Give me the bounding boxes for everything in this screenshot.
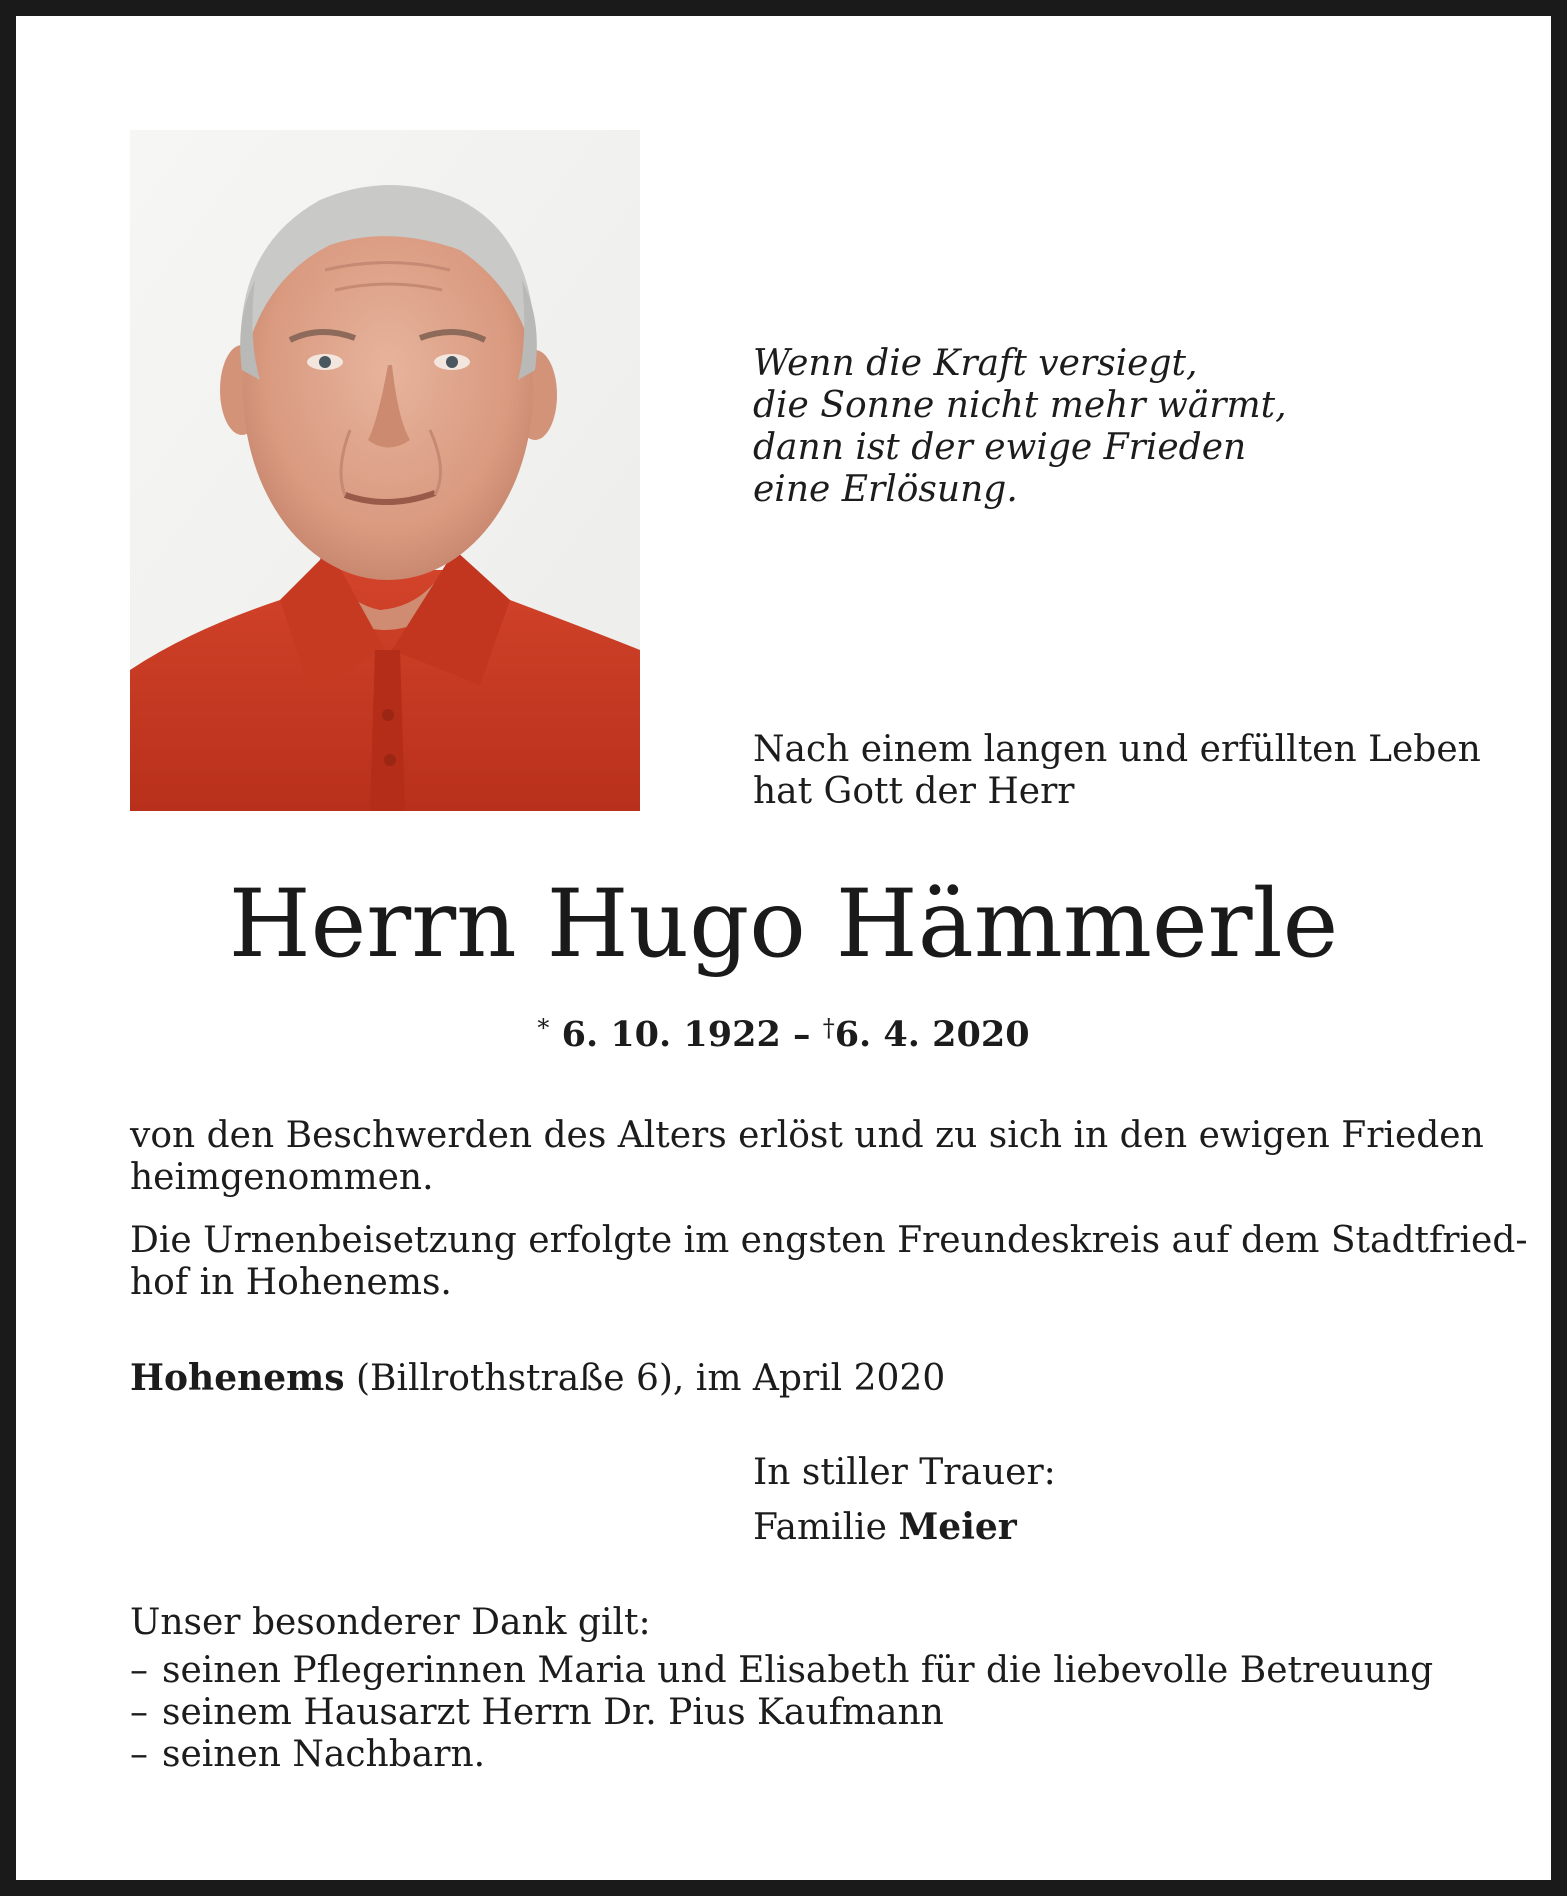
birth-symbol: * <box>537 1014 550 1042</box>
thanks-block <box>130 1602 1433 1776</box>
family-line <box>753 1506 1056 1549</box>
body-paragraph-2 <box>130 1220 1528 1304</box>
list-dash: – <box>130 1692 148 1733</box>
thanks-item <box>130 1692 1433 1734</box>
body-line: Die Urnenbeisetzung erfolgte im engsten Freundeskreis auf dem Stadtfried- <box>130 1220 1528 1261</box>
list-dash: – <box>130 1650 148 1691</box>
thanks-item-text: seinem Hausarzt Herrn Dr. Pius Kaufmann <box>162 1692 944 1733</box>
mourning-block <box>753 1452 1056 1549</box>
thanks-item-text: seinen Nachbarn. <box>162 1734 486 1775</box>
thanks-heading: Unser besonderer Dank gilt: <box>130 1602 651 1643</box>
death-date: 6. 4. 2020 <box>834 1014 1030 1055</box>
quote-line: die Sonne nicht mehr wärmt, <box>753 385 1287 426</box>
life-dates <box>0 1013 1567 1057</box>
birth-date: 6. 10. 1922 <box>561 1014 781 1055</box>
place-city: Hohenems <box>130 1357 345 1399</box>
body-line: von den Beschwerden des Alters erlöst und zu sich in den ewigen Frieden <box>130 1115 1484 1156</box>
intro-line: hat Gott der Herr <box>753 771 1075 812</box>
list-dash: – <box>130 1734 148 1775</box>
body-paragraph-1 <box>130 1115 1484 1199</box>
portrait-photo <box>130 130 640 811</box>
family-prefix: Familie <box>753 1507 899 1548</box>
thanks-item-text: seinen Pflegerinnen Maria und Elisabeth für die liebevolle Betreuung <box>162 1650 1434 1691</box>
quote-line: Wenn die Kraft versiegt, <box>753 343 1198 384</box>
death-symbol: † <box>822 1014 835 1042</box>
intro-line: Nach einem langen und erfüllten Leben <box>753 729 1481 770</box>
body-line: heimgenommen. <box>130 1157 434 1198</box>
quote-line: dann ist der ewige Frieden <box>753 427 1247 468</box>
family-name: Meier <box>898 1506 1017 1548</box>
place-date-line <box>130 1357 945 1400</box>
mourning-line: In stiller Trauer: <box>753 1452 1056 1493</box>
body-line: hof in Hohenems. <box>130 1262 452 1303</box>
date-separator: – <box>793 1014 811 1055</box>
thanks-item <box>130 1650 1433 1692</box>
intro-block <box>753 729 1481 813</box>
thanks-item <box>130 1734 1433 1776</box>
place-rest: (Billrothstraße 6), im April 2020 <box>344 1358 946 1399</box>
quote-block <box>753 343 1287 511</box>
quote-line: eine Erlösung. <box>753 469 1018 510</box>
deceased-name: Herrn Hugo Hämmerle <box>228 870 1339 979</box>
